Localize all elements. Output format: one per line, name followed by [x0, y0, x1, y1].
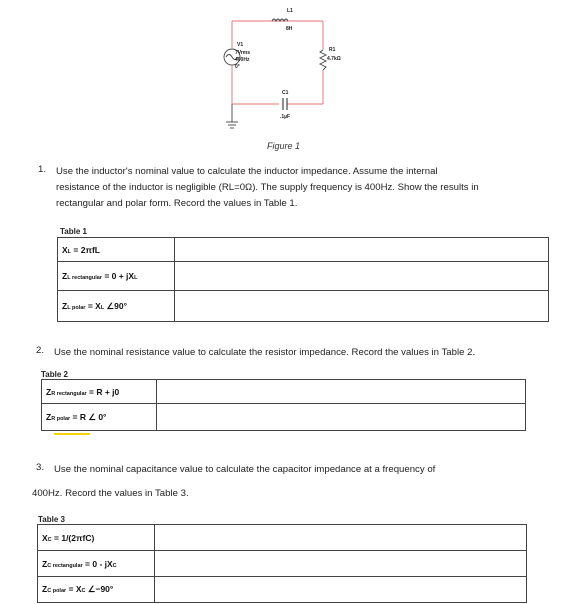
table-3-answer-cell[interactable]: [155, 525, 527, 551]
question-1-text: [56, 164, 556, 212]
question-2-number: 2.: [36, 345, 45, 356]
table-1-title: Table 1: [60, 227, 87, 236]
question-2-line: Use the nominal resistance value to calculate the resistor impedance. Record the values in Table 2.: [54, 347, 476, 358]
table-1-formula-cell: XL = 2πfL: [58, 238, 175, 262]
source-frequency: 400Hz: [235, 57, 250, 63]
question-3-line: Use the nominal capacitance value to calculate the capacitor impedance at a frequency of: [54, 464, 436, 475]
table-3-answer-cell[interactable]: [155, 551, 527, 577]
question-1-number: 1.: [38, 164, 47, 175]
table-row: [38, 577, 527, 603]
capacitor-symbol: [283, 98, 287, 110]
source-phase: 0°: [235, 64, 240, 70]
highlight-mark: [54, 433, 90, 435]
question-2-text: [54, 345, 554, 361]
table-2-title: Table 2: [41, 370, 68, 379]
table-3-formula-cell: XC = 1/(2πfC): [38, 525, 155, 551]
inductor-value: 8H: [286, 26, 293, 32]
table-3-answer-cell[interactable]: [155, 577, 527, 603]
table-row: [58, 262, 549, 291]
capacitor-name: C1: [282, 90, 289, 96]
question-1-line: rectangular and polar form. Record the values in Table 1.: [56, 198, 298, 209]
table-row: [58, 238, 549, 262]
table-2: [41, 379, 526, 431]
inductor-name: L1: [287, 8, 293, 14]
table-3-title: Table 3: [38, 515, 65, 524]
table-row: [58, 291, 549, 322]
table-1-answer-cell[interactable]: [175, 238, 549, 262]
resistor-name: R1: [329, 47, 336, 53]
table-row: [38, 525, 527, 551]
table-2-formula-cell: ZR polar = R ∠ 0°: [42, 404, 157, 431]
resistor-symbol: [320, 50, 326, 70]
table-3: [37, 524, 527, 603]
table-1-formula-cell: ZL rectangular = 0 + jXL: [58, 262, 175, 291]
table-1-formula-cell: ZL polar = XL ∠90°: [58, 291, 175, 322]
capacitor-value: .1µF: [280, 114, 291, 120]
table-row: [42, 380, 526, 404]
question-1-line: Use the inductor's nominal value to calculate the inductor impedance. Assume the internal: [56, 166, 438, 177]
resistor-value: 4.7kΩ: [327, 56, 341, 62]
table-3-formula-cell: ZC polar = XC ∠−90°: [38, 577, 155, 603]
table-3-formula-cell: ZC rectangular = 0 - jXC: [38, 551, 155, 577]
question-1-line: resistance of the inductor is negligible (RL=0Ω). The supply frequency is 400Hz. Show the results in: [56, 182, 479, 193]
table-1-answer-cell[interactable]: [175, 262, 549, 291]
ground-symbol: [226, 104, 238, 128]
table-row: [42, 404, 526, 431]
question-3-line: 400Hz. Record the values in Table 3.: [32, 488, 189, 499]
table-2-formula-cell: ZR rectangular = R + j0: [42, 380, 157, 404]
table-1-answer-cell[interactable]: [175, 291, 549, 322]
table-row: [38, 551, 527, 577]
table-1: [57, 237, 549, 322]
table-2-answer-cell[interactable]: [157, 380, 526, 404]
question-3-number: 3.: [36, 462, 45, 473]
question-3-text-continued: [32, 486, 532, 502]
figure-caption: Figure 1: [267, 141, 301, 151]
source-value: 7Vrms: [235, 50, 251, 56]
source-name: V1: [237, 42, 244, 48]
circuit-figure: [0, 0, 564, 160]
question-3-text: [54, 462, 554, 478]
table-2-answer-cell[interactable]: [157, 404, 526, 431]
